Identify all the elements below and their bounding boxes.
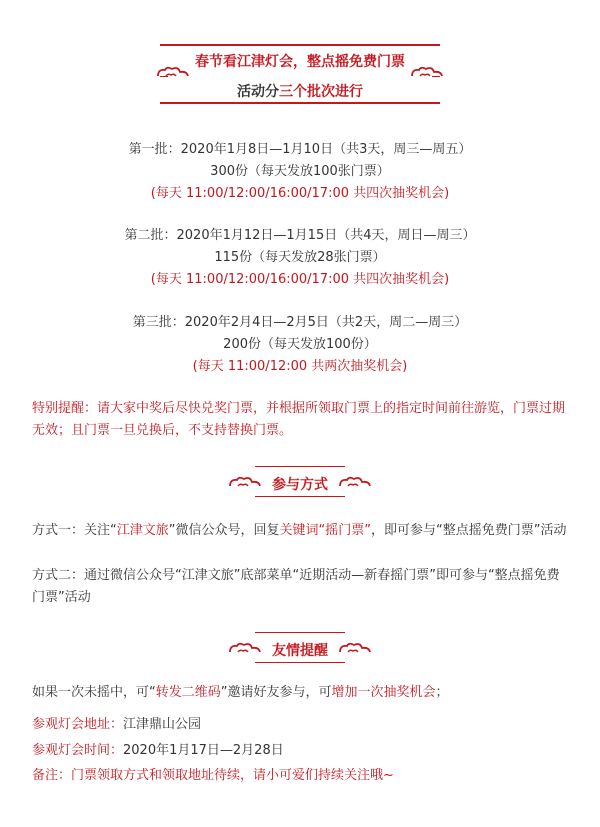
tip-share-qrcode: 转发二维码 [155, 685, 221, 700]
header-top-border [160, 44, 440, 46]
venue-address-label: 参观灯会地址： [32, 717, 124, 732]
batch-3-times: (每天 11:00/12:00 共两次抽奖机会) [192, 359, 408, 374]
batch-1-dates: 第一批：2020年1月8日—1月10日（共3天，周三—周五） [128, 142, 472, 157]
section-heading-participation [0, 462, 600, 502]
venue-time-label: 参观灯会时间： [32, 743, 124, 758]
venue-address [32, 714, 572, 736]
method-one-part-e: ，即可参与“整点摇免费门票”活动 [371, 523, 567, 538]
header-bottom-border [160, 102, 440, 104]
method-one [32, 520, 572, 542]
batch-3-count: 200份（每天发放100份） [223, 337, 377, 352]
venue-time-value: 2020年1月17日—2月28日 [123, 743, 284, 758]
section-heading-tips [0, 628, 600, 668]
header-subtitle-prefix: 活动分 [237, 84, 279, 100]
special-notice: 特别提醒：请大家中奖后尽快兑奖门票，并根据所领取门票上的指定时间前往游览，门票过期无效；且门票一旦兑换后，不支持替换门票。 [32, 401, 566, 438]
batch-2-count: 115份（每天发放28张门票） [214, 250, 386, 265]
method-one-account: 江津文旅 [116, 523, 169, 538]
header-title: 春节看江津灯会，整点摇免费门票 [195, 54, 405, 70]
cloud-ornament-icon [156, 66, 190, 80]
venue-time [32, 740, 572, 762]
method-two: 方式二：通过微信公众号“江津文旅”底部菜单“近期活动—新春摇门票”即可参与“整点摇免费门票”活动 [32, 568, 560, 605]
method-one-part-a: 方式一：关注“ [32, 523, 117, 538]
tip-part-e: ； [435, 685, 449, 700]
heading-rule-top [255, 632, 345, 633]
heading-rule-top [255, 466, 345, 467]
heading-rule-bottom [255, 496, 345, 497]
method-one-part-c: ”微信公众号，回复 [168, 523, 280, 538]
tip-share [32, 682, 572, 704]
header-subtitle [0, 81, 600, 101]
remark: 备注：门票领取方式和领取地址待续，请小可爱们持续关注哦~ [32, 768, 394, 783]
tip-part-c: ”邀请好友参与，可 [220, 685, 332, 700]
batch-2-dates: 第二批：2020年1月12日—1月15日（共4天，周日—周三） [124, 228, 476, 243]
batch-1-count: 300份（每天发放100张门票） [210, 164, 390, 179]
tip-part-a: 如果一次未摇中，可“ [32, 685, 156, 700]
cloud-ornament-icon [338, 476, 372, 490]
batch-2-times: (每天 11:00/12:00/16:00/17:00 共四次抽奖机会) [150, 272, 450, 287]
section-title: 参与方式 [272, 477, 328, 493]
section-title: 友情提醒 [272, 643, 328, 659]
batch-1-times: (每天 11:00/12:00/16:00/17:00 共四次抽奖机会) [150, 186, 450, 201]
venue-address-value: 江津鼎山公园 [123, 717, 202, 732]
tip-extra-chance: 增加一次抽奖机会 [331, 685, 436, 700]
header-rule-right [432, 76, 440, 77]
heading-rule-bottom [255, 662, 345, 663]
header-subtitle-highlight: 三个批次进行 [279, 84, 363, 100]
cloud-ornament-icon [338, 642, 372, 656]
batch-3-dates: 第三批：2020年2月4日—2月5日（共2天，周二—周三） [132, 315, 468, 330]
method-one-keyword: 关键词“摇门票” [279, 523, 371, 538]
cloud-ornament-icon [410, 66, 444, 80]
